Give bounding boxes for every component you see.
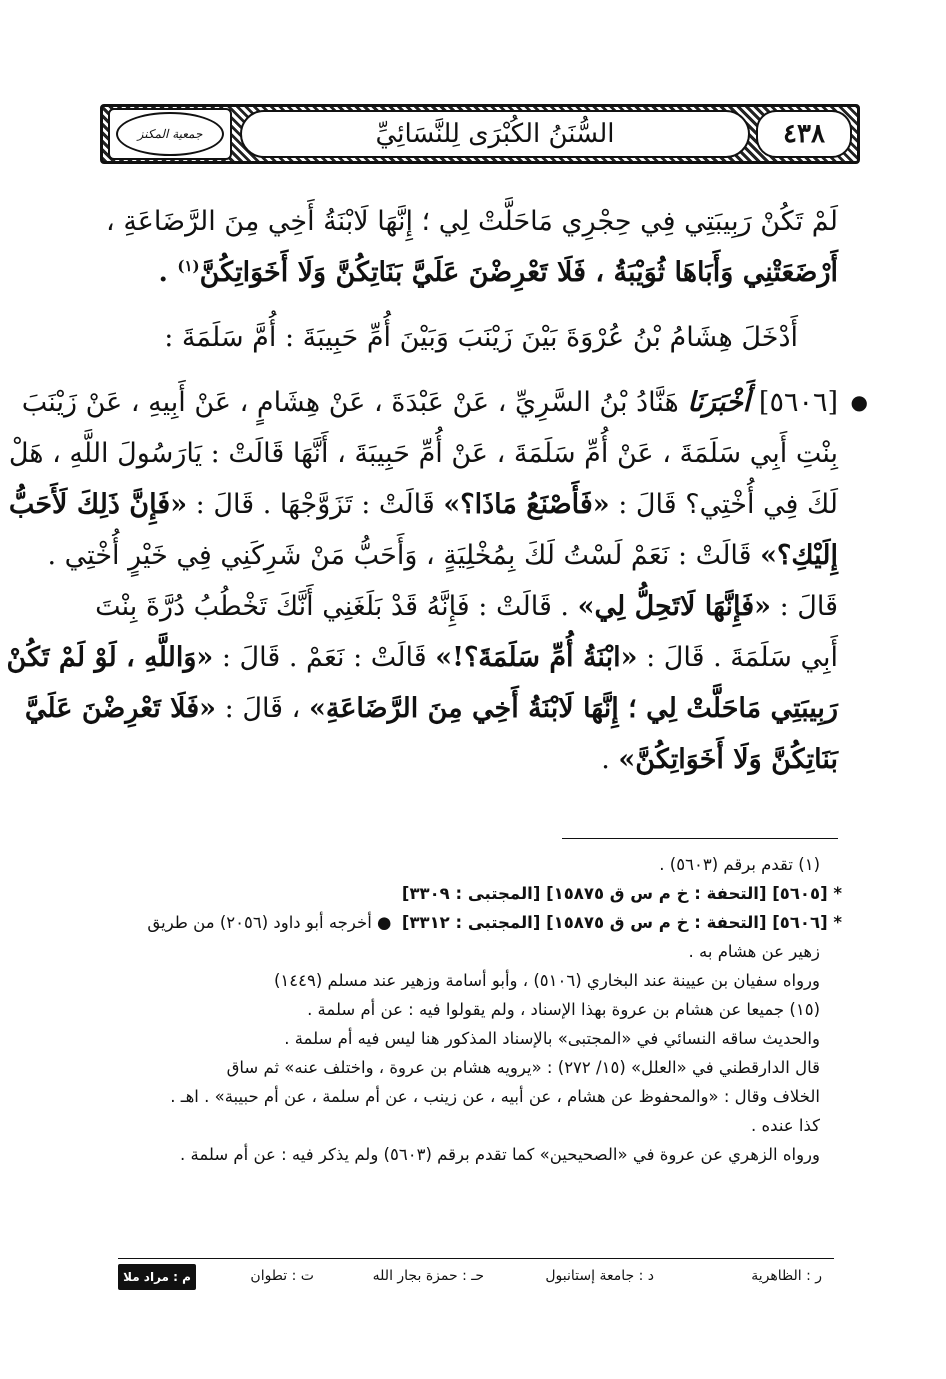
footnote-line: ورواه الزهري عن عروة في «الصحيحين» كما تقدم برقم (٥٦٠٣) ولم يذكر فيه : عن أم سلمة . (180, 1145, 820, 1164)
footnote-line: ورواه سفيان بن عيينة عند البخاري (٥١٠٦) ، وأبو أسامة وزهير عند مسلم (١٤٤٩) (273, 971, 820, 990)
text-span: قَالَتْ : نَعَمْ لَسْتُ لَكَ بِمُخْلِيَةٍ ، وَأَحَبُّ مَنْ شَرِكَنِي فِي خَيْرٍ أُخْتِي . (47, 540, 761, 571)
logo-text: جمعية المكنز (137, 127, 203, 141)
bullet-icon: ● (850, 390, 868, 414)
prophet-speech: «فَإِنَّهَا لَاتَحِلُّ لِي» (577, 591, 771, 622)
text-line (112, 734, 838, 785)
chain-note: أَدْخَلَ هِشَامُ بْنُ عُرْوَةَ بَيْنَ زَيْنَبَ وَبَيْنَ أُمِّ حَبِيبَةَ : أُمَّ سَلَمَةَ : (164, 322, 798, 353)
footer-divider (118, 1258, 834, 1259)
logo-emblem (116, 112, 224, 156)
text-span: . قَالَتْ : فَإِنَّهُ قَدْ بَلَغَنِي أَنَّكَ تَخْطُبُ دُرَّةَ بِنْتَ (95, 591, 578, 622)
hadith-block (6, 377, 868, 785)
prophet-speech: «ابْنَةُ أُمِّ سَلَمَةَ؟!» (435, 642, 638, 673)
prophet-speech: «وَاللَّهِ ، لَوْ لَمْ تَكُنْ (6, 642, 214, 673)
text-line (8, 479, 838, 530)
takhrij-5606 (112, 908, 842, 937)
legend-murad-mulla-badge: م : مراد ملا (118, 1264, 196, 1290)
text-line (106, 196, 838, 247)
text-span: لَمْ تَكُنْ رَبِيبَتِي فِي حِجْرِي مَاحَلَّتْ لِي ؛ إِنَّهَا لَابْنَةُ أَخِي مِنَ الرَّضَاعَةِ ، (106, 206, 838, 237)
text-span: بِنْتِ أَبِي سَلَمَةَ ، عَنْ أُمِّ سَلَمَةَ ، عَنْ أُمِّ حَبِيبَةَ ، أَنَّهَا قَالَتْ : يَارَسُولَ اللَّهِ ، هَلْ (8, 438, 838, 469)
text-span: أَبِي سَلَمَةَ . قَالَ : (637, 642, 838, 673)
text-span: ، قَالَ : (216, 693, 309, 724)
text-span: قَالَ : (770, 591, 838, 622)
footnote-line: (١٥) جميعا عن هشام بن عروة بهذا الإسناد ، ولم يقولوا فيه : عن أم سلمة . (307, 1000, 820, 1019)
footnotes (112, 850, 842, 1169)
hadith-number: [٥٦٠٦] (758, 387, 838, 418)
takhrij-5605: * [٥٦٠٥] [التحفة : خ م س ق ١٥٨٧٥] [المجتبى : ٣٣٠٩] (401, 884, 842, 903)
prophet-speech: «فَلَا تَعْرِضْنَ عَلَيَّ (24, 693, 217, 724)
text-line (112, 247, 838, 298)
text-span: . (158, 257, 178, 288)
text-line (95, 581, 838, 632)
footnote-1: (١) تقدم برقم (٥٦٠٣) . (659, 855, 820, 874)
prophet-speech: «فَأَصْنَعُ مَاذَا؟» (443, 489, 610, 520)
prophet-speech: بَنَاتِكُنَّ وَلَا أَخَوَاتِكُنَّ» (618, 744, 838, 775)
text-line (6, 632, 838, 683)
text-span: . (601, 744, 619, 775)
prophet-speech: رَبِيبَتِي مَاحَلَّتْ لِي ؛ إِنَّهَا لَابْنَةُ أَخِي مِنَ الرَّضَاعَةِ» (308, 693, 838, 724)
text-span: قَالَتْ : تَزَوَّجْهَا . قَالَ : (187, 489, 444, 520)
takhrij-text: ● أخرجه أبو داود (٢٠٥٦) من طريق (147, 913, 392, 932)
legend-istanbul: د : جامعة إستانبول (545, 1268, 654, 1284)
prophet-speech: «فَإِنَّ ذَلِكَ لَأَحَبُّ (8, 489, 188, 520)
footnote-line: الخلاف وقال : «والمحفوظ عن هشام ، عن أبيه ، عن زينب ، عن أم سلمة ، عن أم حبيبة» . اهـ . (170, 1087, 820, 1106)
footnote-divider (562, 838, 838, 839)
text-line (24, 683, 838, 734)
page-number: ٤٣٨ (783, 119, 825, 149)
legend-tetouan: ت : تطوان (250, 1268, 314, 1284)
text-line (21, 377, 838, 428)
publisher-logo (108, 108, 232, 160)
text-span: هَنَّادُ بْنُ السَّرِيِّ ، عَنْ عَبْدَةَ ، عَنْ هِشَامٍ ، عَنْ أَبِيهِ ، عَنْ زَيْنَبَ (21, 387, 679, 418)
footnote-line: والحديث ساقه النسائي في «المجتبى» بالإسناد المذكور هنا ليس فيه أم سلمة . (284, 1029, 820, 1048)
akhbarana: أَخْبَرَنَا (687, 387, 751, 418)
text-line (47, 530, 838, 581)
takhrij-ref: * [٥٦٠٦] [التحفة : خ م س ق ١٥٨٧٥] [المجتبى : ٣٣١٢] (401, 913, 842, 932)
footnote-line: كذا عنده . (751, 1116, 820, 1135)
footnote-marker: (١) (177, 257, 200, 275)
text-line (112, 312, 838, 363)
page-number-box (756, 110, 852, 158)
legend-zahiriyya: ر : الظاهرية (751, 1268, 822, 1284)
text-span: لَكَ فِي أُخْتِي؟ قَالَ : (609, 489, 838, 520)
manuscript-legend (118, 1264, 834, 1294)
prophet-speech: إِلَيْكِ؟» (760, 540, 838, 571)
text-span: أَرْضَعَتْنِي وَأَبَاهَا ثُوَيْبَةُ ، فَلَا تَعْرِضْنَ عَلَيَّ بَنَاتِكُنَّ وَلَا أَخَوَاتِكُنَّ (199, 257, 838, 288)
footnote-line: زهير عن هشام به . (688, 942, 820, 961)
text-span: قَالَتْ : نَعَمْ . قَالَ : (213, 642, 436, 673)
header-title-box (240, 110, 750, 158)
legend-hamza: حـ : حمزة بجار الله (372, 1268, 484, 1284)
footnote-line: قال الدارقطني في «العلل» (١٥/ ٢٧٢) : «يرويه هشام بن عروة ، واختلف عنه» ثم ساق (226, 1058, 820, 1077)
page-header (100, 104, 860, 164)
book-title: السُّنَنُ الكُبْرَى لِلنَّسَائِيِّ (375, 119, 615, 149)
main-text (6, 196, 868, 785)
text-line (8, 428, 838, 479)
